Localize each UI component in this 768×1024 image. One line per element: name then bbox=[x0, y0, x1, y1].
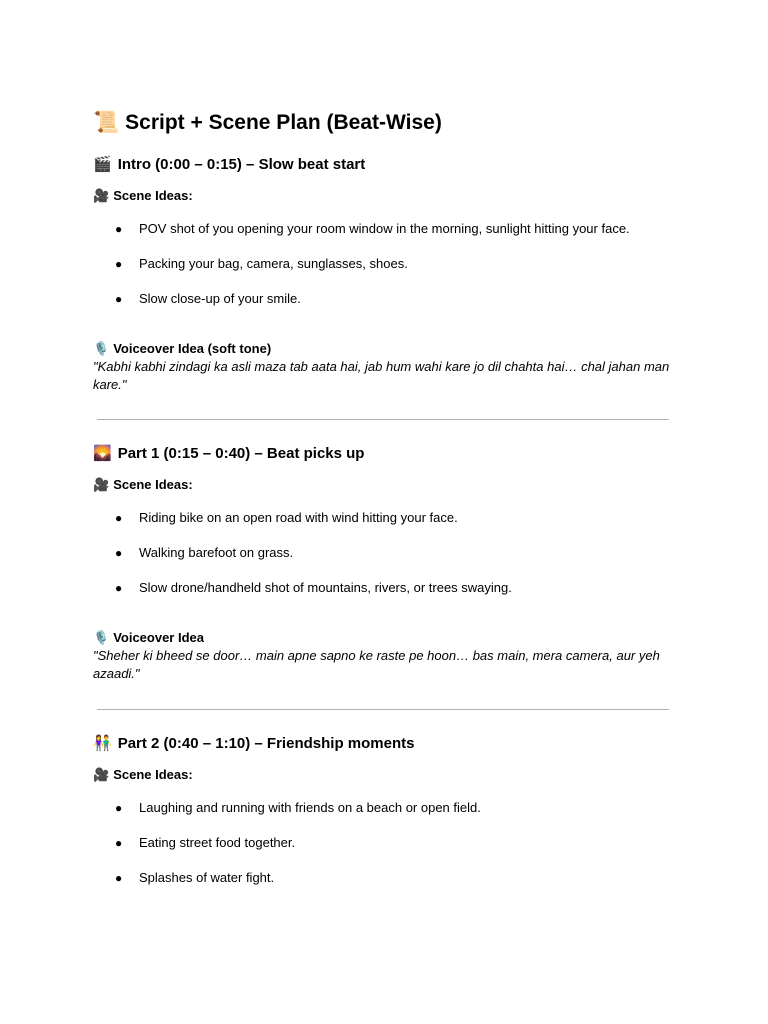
divider bbox=[97, 709, 669, 710]
video-camera-icon: 🎥 bbox=[93, 189, 110, 204]
list-item bbox=[93, 255, 683, 273]
scene-ideas-label bbox=[93, 187, 683, 205]
section-heading bbox=[93, 153, 683, 175]
bullet-icon: ● bbox=[115, 292, 123, 306]
list-item bbox=[93, 220, 683, 238]
section-heading-text: Intro (0:00 – 0:15) – Slow beat start bbox=[117, 156, 366, 173]
clapperboard-icon: 🎬 bbox=[93, 155, 112, 173]
list-item bbox=[93, 290, 683, 308]
divider bbox=[97, 419, 669, 420]
list-item bbox=[93, 834, 683, 852]
bullet-icon: ● bbox=[115, 546, 123, 560]
voiceover-label-text: Voiceover Idea (soft tone) bbox=[113, 341, 272, 356]
friends-icon: 👫 bbox=[93, 734, 112, 752]
scene-list bbox=[93, 220, 683, 308]
bullet-icon: ● bbox=[115, 222, 123, 236]
scene-ideas-label-text: Scene Ideas: bbox=[113, 477, 193, 492]
bullet-icon: ● bbox=[115, 257, 123, 271]
voiceover-label bbox=[93, 340, 683, 358]
bullet-icon: ● bbox=[115, 581, 123, 595]
list-item bbox=[93, 579, 683, 597]
bullet-icon: ● bbox=[115, 511, 123, 525]
voiceover-text: "Kabhi kabhi zindagi ka asli maza tab aata hai, jab hum wahi kare jo dil chahta hai… chal jahan man kare." bbox=[93, 359, 670, 392]
section-part-2 bbox=[93, 732, 683, 887]
section-part-1 bbox=[93, 442, 683, 683]
microphone-icon: 🎙️ bbox=[93, 631, 110, 646]
list-item-text: Laughing and running with friends on a beach or open field. bbox=[139, 800, 481, 815]
document-page bbox=[93, 108, 683, 887]
scroll-icon: 📜 bbox=[93, 110, 120, 134]
list-item-text: Slow drone/handheld shot of mountains, rivers, or trees swaying. bbox=[139, 580, 512, 595]
section-heading-text: Part 2 (0:40 – 1:10) – Friendship moments bbox=[117, 735, 415, 752]
scene-ideas-label bbox=[93, 766, 683, 784]
list-item bbox=[93, 544, 683, 562]
scene-ideas-label-text: Scene Ideas: bbox=[113, 188, 193, 203]
list-item bbox=[93, 509, 683, 527]
voiceover-text: "Sheher ki bheed se door… main apne sapno ke raste pe hoon… bas main, mera camera, aur yeh azaadi." bbox=[93, 648, 660, 681]
bullet-icon: ● bbox=[115, 871, 123, 885]
list-item-text: Splashes of water fight. bbox=[139, 870, 275, 885]
scene-ideas-label-text: Scene Ideas: bbox=[113, 767, 193, 782]
sunrise-mountains-icon: 🌄 bbox=[93, 444, 112, 462]
list-item-text: Riding bike on an open road with wind hitting your face. bbox=[139, 510, 458, 525]
section-intro bbox=[93, 153, 683, 394]
list-item bbox=[93, 869, 683, 887]
bullet-icon: ● bbox=[115, 836, 123, 850]
section-heading bbox=[93, 732, 683, 754]
video-camera-icon: 🎥 bbox=[93, 768, 110, 783]
voiceover-label-text: Voiceover Idea bbox=[113, 630, 204, 645]
microphone-icon: 🎙️ bbox=[93, 342, 110, 357]
voiceover-label bbox=[93, 629, 683, 647]
section-heading-text: Part 1 (0:15 – 0:40) – Beat picks up bbox=[117, 445, 365, 462]
list-item-text: POV shot of you opening your room window in the morning, sunlight hitting your face. bbox=[139, 221, 630, 236]
page-title-text: Script + Scene Plan (Beat-Wise) bbox=[125, 111, 442, 134]
list-item-text: Slow close-up of your smile. bbox=[139, 291, 301, 306]
list-item-text: Packing your bag, camera, sunglasses, shoes. bbox=[139, 256, 408, 271]
video-camera-icon: 🎥 bbox=[93, 478, 110, 493]
scene-list bbox=[93, 509, 683, 597]
scene-list bbox=[93, 799, 683, 887]
scene-ideas-label bbox=[93, 476, 683, 494]
list-item bbox=[93, 799, 683, 817]
list-item-text: Walking barefoot on grass. bbox=[139, 545, 294, 560]
bullet-icon: ● bbox=[115, 801, 123, 815]
list-item-text: Eating street food together. bbox=[139, 835, 296, 850]
section-heading bbox=[93, 442, 683, 464]
page-title bbox=[93, 108, 683, 136]
